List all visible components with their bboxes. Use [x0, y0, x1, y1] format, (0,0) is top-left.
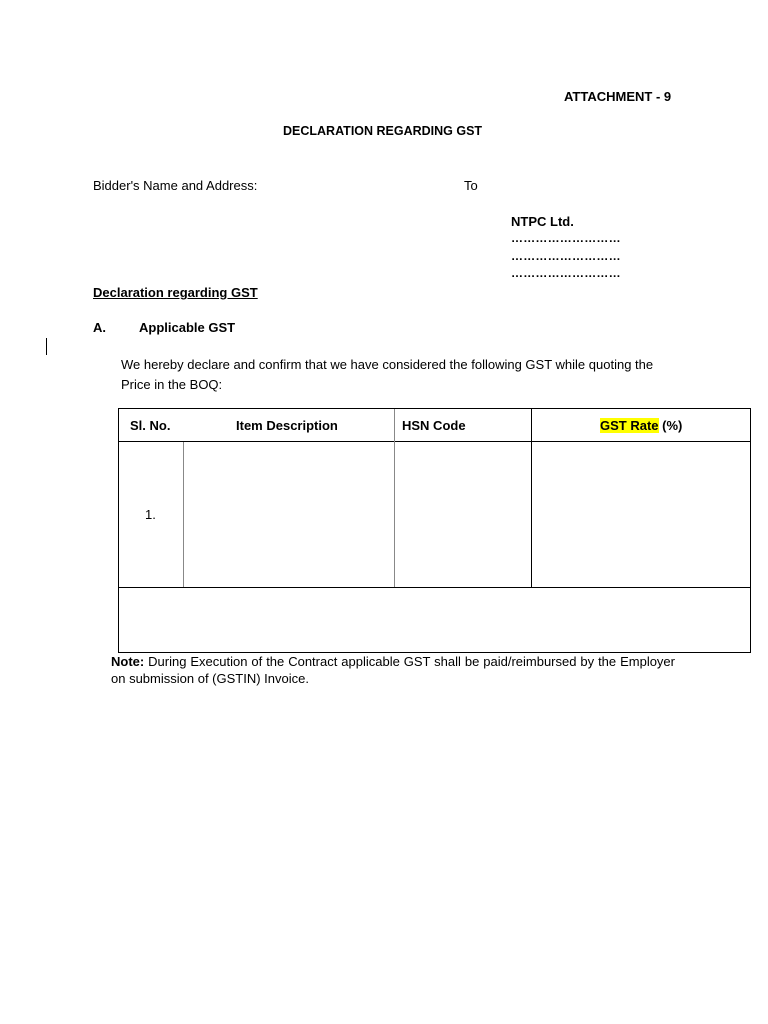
cell-sl-no: 1.: [145, 507, 156, 522]
gst-rate-unit: (%): [658, 418, 683, 433]
bidder-name-address-label: Bidder's Name and Address:: [93, 178, 258, 193]
header-sl-no: Sl. No.: [130, 418, 171, 433]
gst-table: [118, 408, 751, 653]
address-line-placeholder: ………………………: [511, 231, 621, 245]
address-line-placeholder: ………………………: [511, 249, 621, 263]
attachment-label: ATTACHMENT - 9: [564, 89, 672, 104]
table-row-divider: [119, 587, 750, 588]
declaration-text: We hereby declare and confirm that we have considered the following GST while quoting the Price in the BOQ:: [121, 357, 654, 392]
section-heading: Declaration regarding GST: [93, 285, 258, 300]
section-number: A.: [93, 320, 106, 335]
header-hsn-code: HSN Code: [402, 418, 466, 433]
document-title: DECLARATION REGARDING GST: [283, 124, 483, 138]
table-column-divider: [394, 409, 395, 587]
table-column-divider: [183, 442, 184, 587]
note-text: During Execution of the Contract applicable GST shall be paid/reimbursed by the Employer on submission of (GSTIN) Invoice.: [111, 654, 675, 686]
header-item-description: Item Description: [236, 418, 338, 433]
address-line-placeholder: ………………………: [511, 266, 621, 280]
header-gst-rate: [600, 409, 682, 442]
note-paragraph: [111, 653, 675, 687]
text-cursor: [46, 338, 47, 355]
table-column-divider: [531, 409, 532, 587]
recipient-name: NTPC Ltd.: [511, 214, 574, 229]
note-label: Note:: [111, 654, 145, 669]
to-label: To: [464, 178, 478, 193]
gst-rate-highlight: GST Rate: [600, 418, 659, 433]
section-title: Applicable GST: [139, 320, 236, 335]
